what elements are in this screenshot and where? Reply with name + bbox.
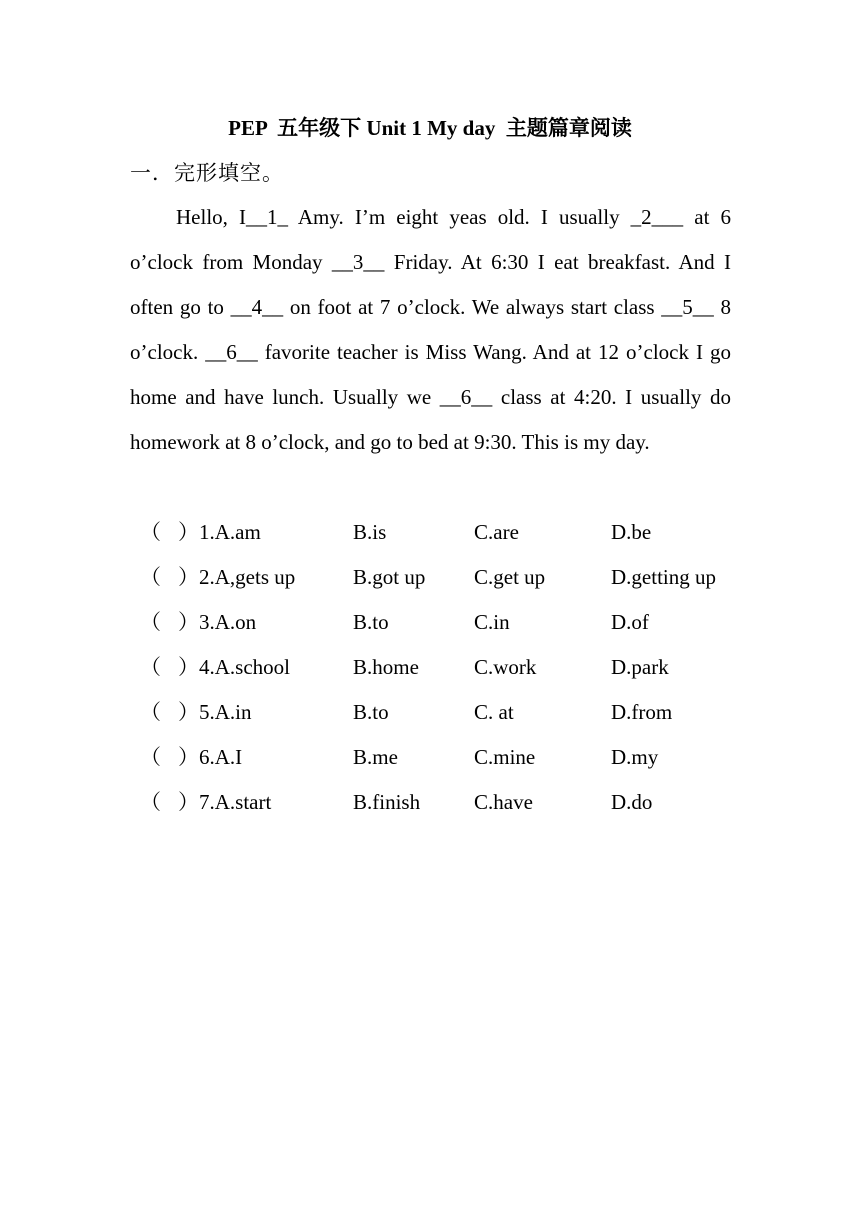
option-c: C.work xyxy=(474,655,537,679)
option-d: D.be xyxy=(611,520,652,544)
question-row-2 xyxy=(130,555,740,600)
option-c: C.have xyxy=(474,790,533,814)
question-row-7 xyxy=(130,780,740,825)
option-d: D.getting up xyxy=(611,565,716,589)
option-c: C.are xyxy=(474,520,519,544)
option-a: 5.A.in xyxy=(199,700,252,724)
answer-paren-close: ） xyxy=(178,745,199,769)
option-c: C.mine xyxy=(474,745,536,769)
answer-paren-close: ） xyxy=(178,790,199,814)
answer-paren-close: ） xyxy=(178,655,199,679)
option-b: B.home xyxy=(353,655,419,679)
question-row-3 xyxy=(130,600,740,645)
option-c: C. at xyxy=(474,700,514,724)
question-row-6 xyxy=(130,735,740,780)
option-b: B.is xyxy=(353,520,387,544)
answer-paren-open: （ xyxy=(140,610,161,634)
option-b: B.me xyxy=(353,745,398,769)
option-a: 1.A.am xyxy=(199,520,261,544)
answer-paren-open: （ xyxy=(140,790,161,814)
option-b: B.to xyxy=(353,700,389,724)
answer-paren-open: （ xyxy=(140,655,161,679)
section-heading: 一．完形填空。 xyxy=(130,161,284,185)
option-c: C.get up xyxy=(474,565,546,589)
answer-paren-open: （ xyxy=(140,565,161,589)
option-c: C.in xyxy=(474,610,510,634)
option-d: D.my xyxy=(611,745,659,769)
answer-paren-close: ） xyxy=(178,700,199,724)
option-d: D.of xyxy=(611,610,649,634)
answer-paren-close: ） xyxy=(178,565,199,589)
option-b: B.to xyxy=(353,610,389,634)
option-d: D.park xyxy=(611,655,669,679)
option-a: 6.A.I xyxy=(199,745,243,769)
option-b: B.finish xyxy=(353,790,421,814)
option-a: 3.A.on xyxy=(199,610,257,634)
answer-paren-close: ） xyxy=(178,520,199,544)
question-row-5 xyxy=(130,690,740,735)
question-row-4 xyxy=(130,645,740,690)
question-row-1 xyxy=(130,510,740,555)
cloze-passage: Hello, I__1_ Amy. I’m eight yeas old. I usually _2___ at 6 o’clock from Monday __3__ Friday. At 6:30 I eat breakfast. And I often go to __4__ on foot at 7 o’clock. We always start class __5__ 8 o’clock. __6__ favorite teacher is Miss Wang. And at 12 o’clock I go home and have lunch. Usually we __6__ class at 4:20. I usually do homework at 8 o’clock, and go to bed at 9:30. This is my day. xyxy=(130,205,731,454)
option-d: D.do xyxy=(611,790,653,814)
option-a: 4.A.school xyxy=(199,655,290,679)
answer-paren-close: ） xyxy=(178,610,199,634)
option-b: B.got up xyxy=(353,565,426,589)
answer-paren-open: （ xyxy=(140,700,161,724)
option-a: 7.A.start xyxy=(199,790,272,814)
question-list xyxy=(130,510,740,825)
document-title: PEP 五年级下 Unit 1 My day 主题篇章阅读 xyxy=(228,116,632,140)
option-a: 2.A,gets up xyxy=(199,565,296,589)
answer-paren-open: （ xyxy=(140,520,161,544)
option-d: D.from xyxy=(611,700,673,724)
answer-paren-open: （ xyxy=(140,745,161,769)
